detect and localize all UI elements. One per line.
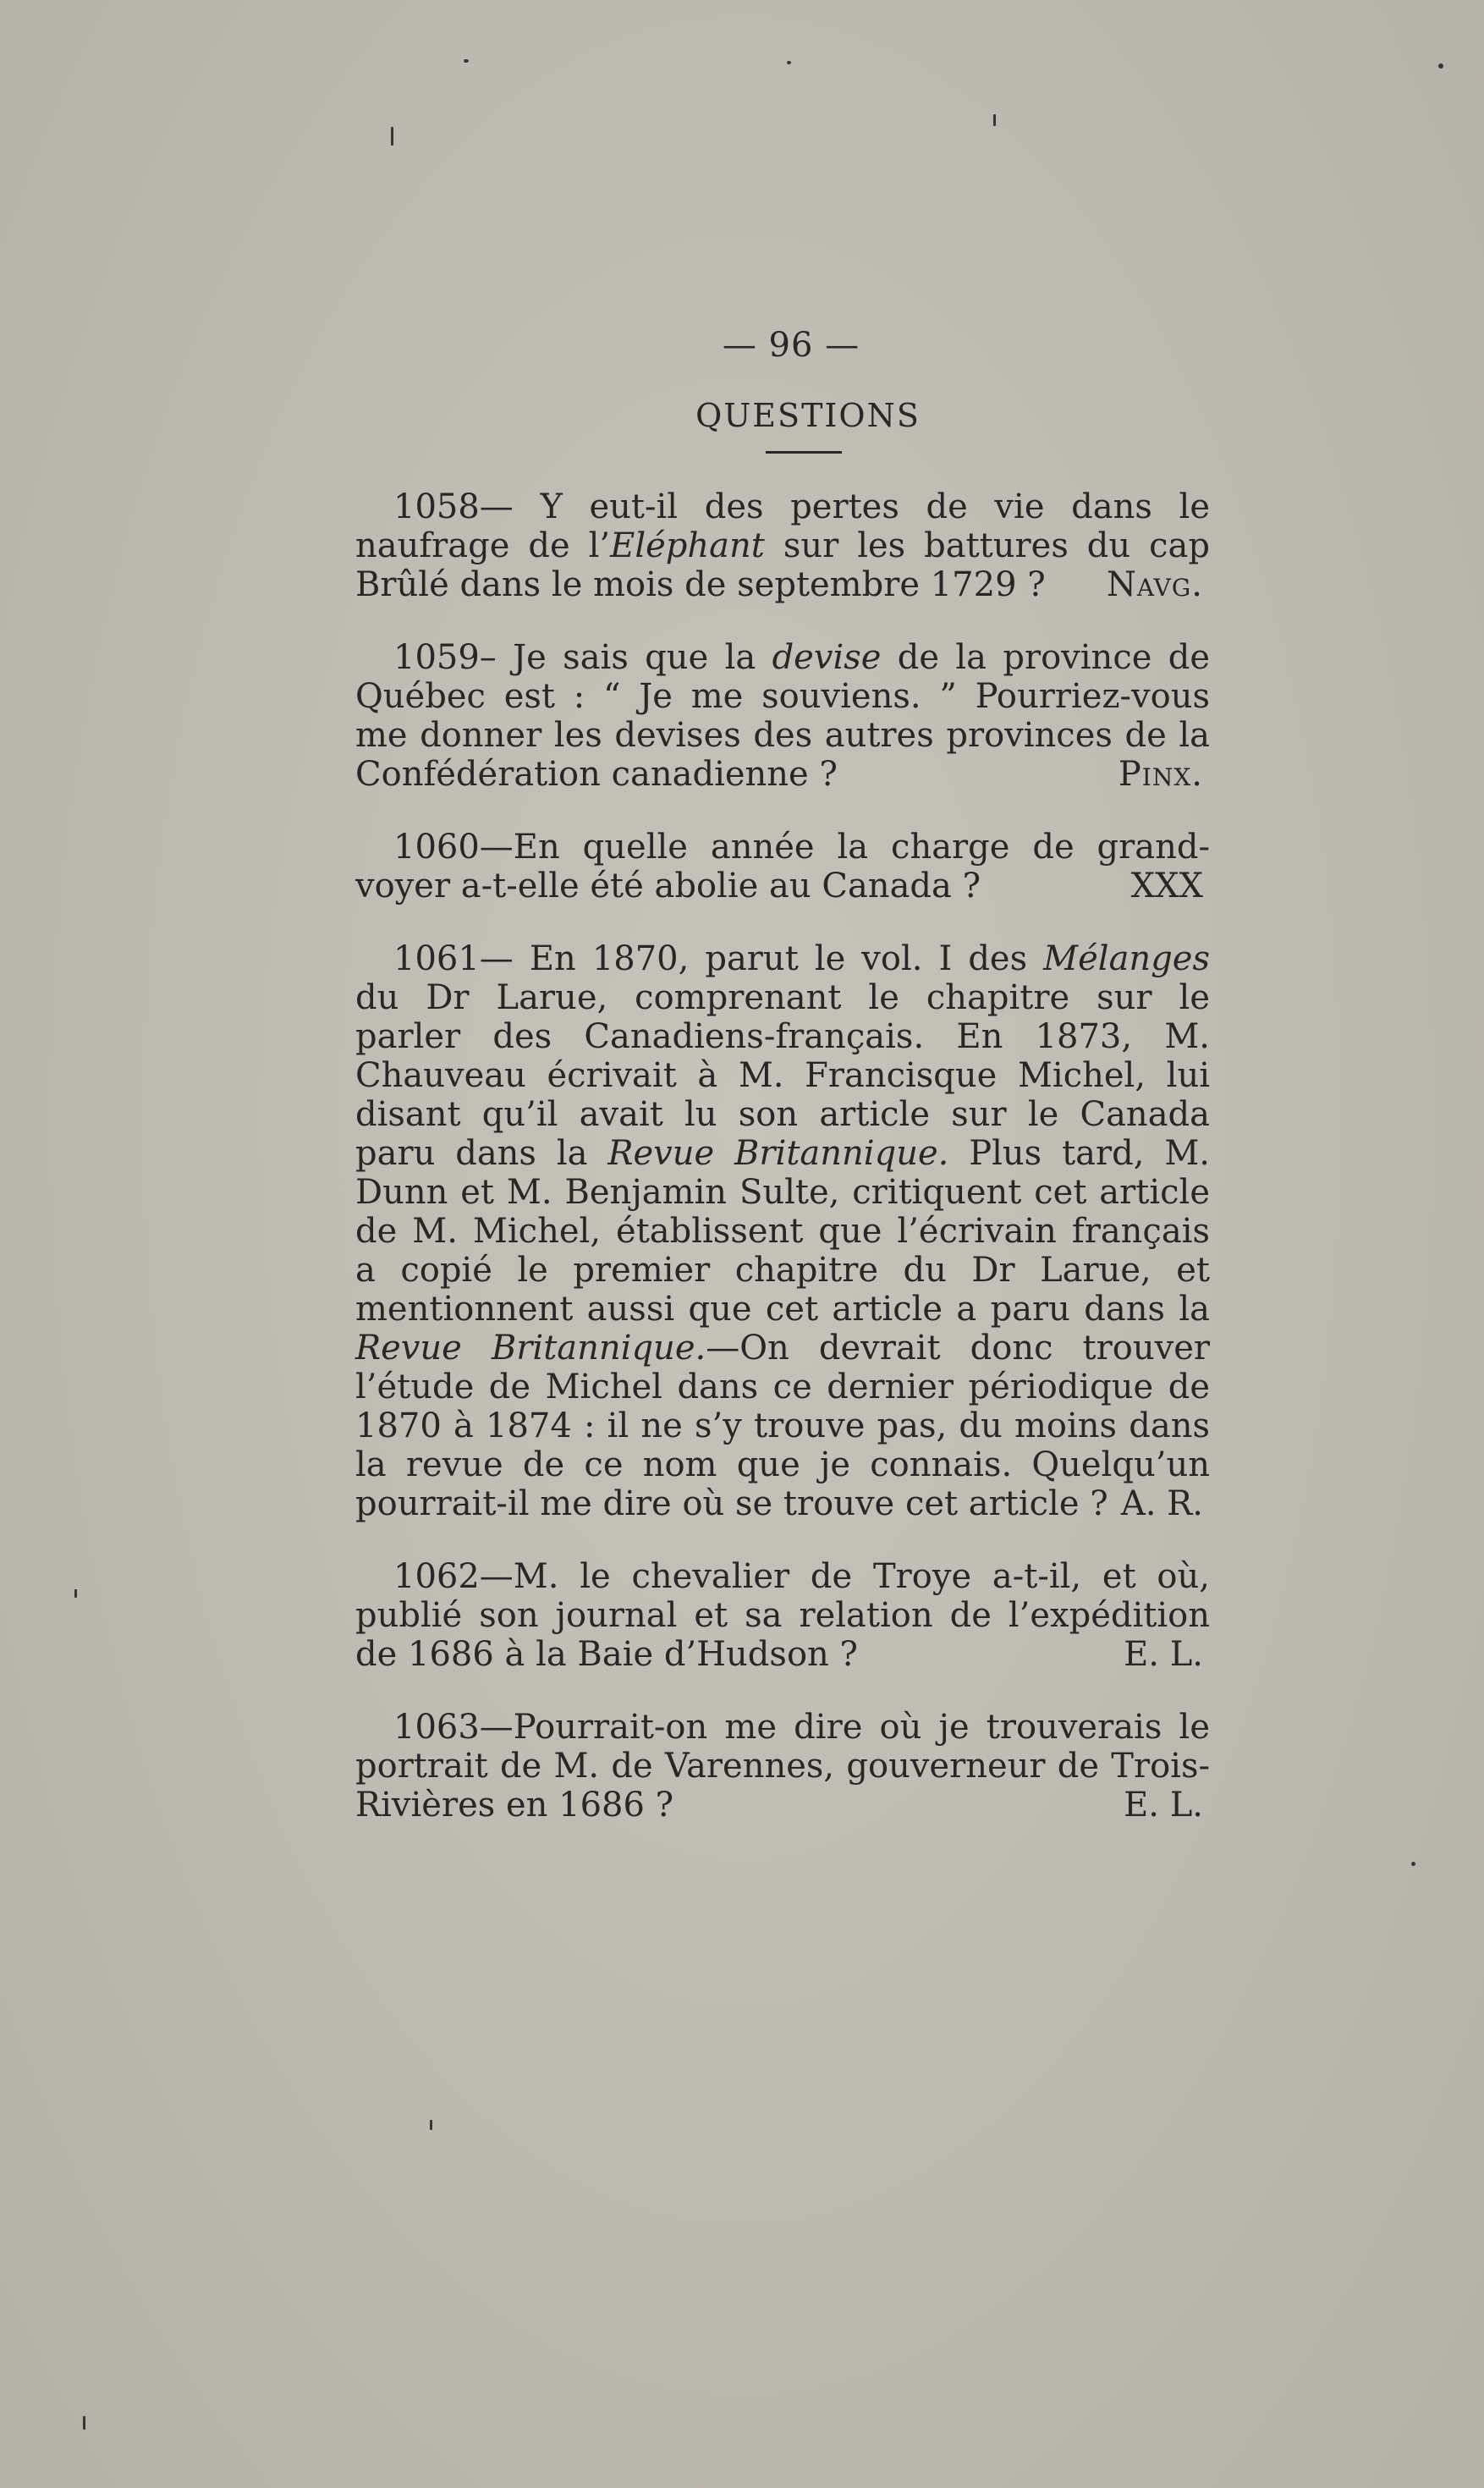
question-number: 1058— [393, 487, 514, 526]
question-italic: Revue Britannique. [607, 1134, 949, 1173]
question-text: sur les battures du cap Brûlé dans le mois de septembre 1729 ? [355, 526, 1210, 604]
paper-speck [83, 2416, 85, 2430]
question-1063 [355, 1708, 1210, 1825]
question-1061 [355, 939, 1210, 1523]
question-text: de la province de Québec est : “ Je me souviens. ” Pourriez-vous me donner les devises des autres provinces de la Confédération canadienne ? [355, 638, 1211, 794]
question-signature: Pinx. [1118, 755, 1203, 794]
paper-speck [74, 1589, 77, 1598]
question-text: Plus tard, M. Dunn et M. Benjamin Sulte, critiquent cet article de M. Michel, établissent que l’écrivain français a copié le premier chapitre du Dr Larue, et mentionnent aussi que cet article a paru dans la [355, 1134, 1210, 1329]
question-number: 1059– [393, 638, 497, 677]
question-number: 1063— [393, 1708, 514, 1747]
question-italic: Mélanges [1043, 939, 1210, 978]
question-text: En quelle année la charge de grand-voyer a-t-elle été abolie au Canada ? [355, 828, 1210, 905]
question-number: 1061— [393, 939, 514, 978]
question-text: Pourrait-on me dire où je trouverais le portrait de M. de Varennes, gouverneur de Trois-Rivières en 1686 ? [355, 1708, 1210, 1825]
question-1062 [355, 1557, 1210, 1674]
question-number: 1060— [393, 828, 514, 867]
section-title: QUESTIONS [695, 397, 921, 434]
question-signature: Navg. [1106, 565, 1203, 604]
question-text: En 1870, parut le vol. I des [513, 939, 1044, 978]
question-italic: Eléphant [610, 526, 765, 565]
question-number: 1062— [393, 1557, 514, 1596]
paper-speck [787, 61, 791, 64]
paper-speck [1411, 1862, 1415, 1866]
question-signature: XXX [1130, 867, 1203, 905]
paper-speck [464, 59, 469, 63]
question-1060 [355, 828, 1210, 905]
question-signature: A. R. [1120, 1484, 1203, 1523]
question-text: Y eut-il des pertes de vie dans le naufrage de l’ [355, 487, 1210, 565]
question-text: du Dr Larue, comprenant le chapitre sur le parler des Canadiens-français. En 1873, M. Chauveau écrivait à M. Francisque Michel, lui disant qu’il avait lu son article sur le Canada paru dans la [355, 978, 1210, 1173]
paper-speck [1438, 63, 1443, 69]
question-1058 [355, 487, 1210, 604]
paper-speck [993, 114, 996, 126]
title-rule [766, 451, 842, 454]
question-italic: Revue Britannique. [355, 1329, 706, 1368]
page-content [355, 326, 1210, 1825]
question-italic: devise [772, 638, 882, 677]
paper-speck [391, 127, 393, 146]
page-number: — 96 — [722, 326, 860, 365]
question-1059 [355, 638, 1210, 794]
paper-speck [430, 2120, 432, 2130]
question-text: Je sais que la [496, 638, 772, 677]
question-text: —On devrait donc trouver l’étude de Michel dans ce dernier périodique de 1870 à 1874 : il ne s’y trouve pas, du moins dans la revue de ce nom que je connais. Quelqu’un pourrait-il me dire où se trouve cet article ? [355, 1329, 1210, 1523]
question-signature: E. L. [1124, 1786, 1203, 1825]
question-signature: E. L. [1124, 1635, 1203, 1674]
question-text: M. le chevalier de Troye a-t-il, et où, publié son journal et sa relation de l’expédition de 1686 à la Baie d’Hudson ? [355, 1557, 1210, 1674]
